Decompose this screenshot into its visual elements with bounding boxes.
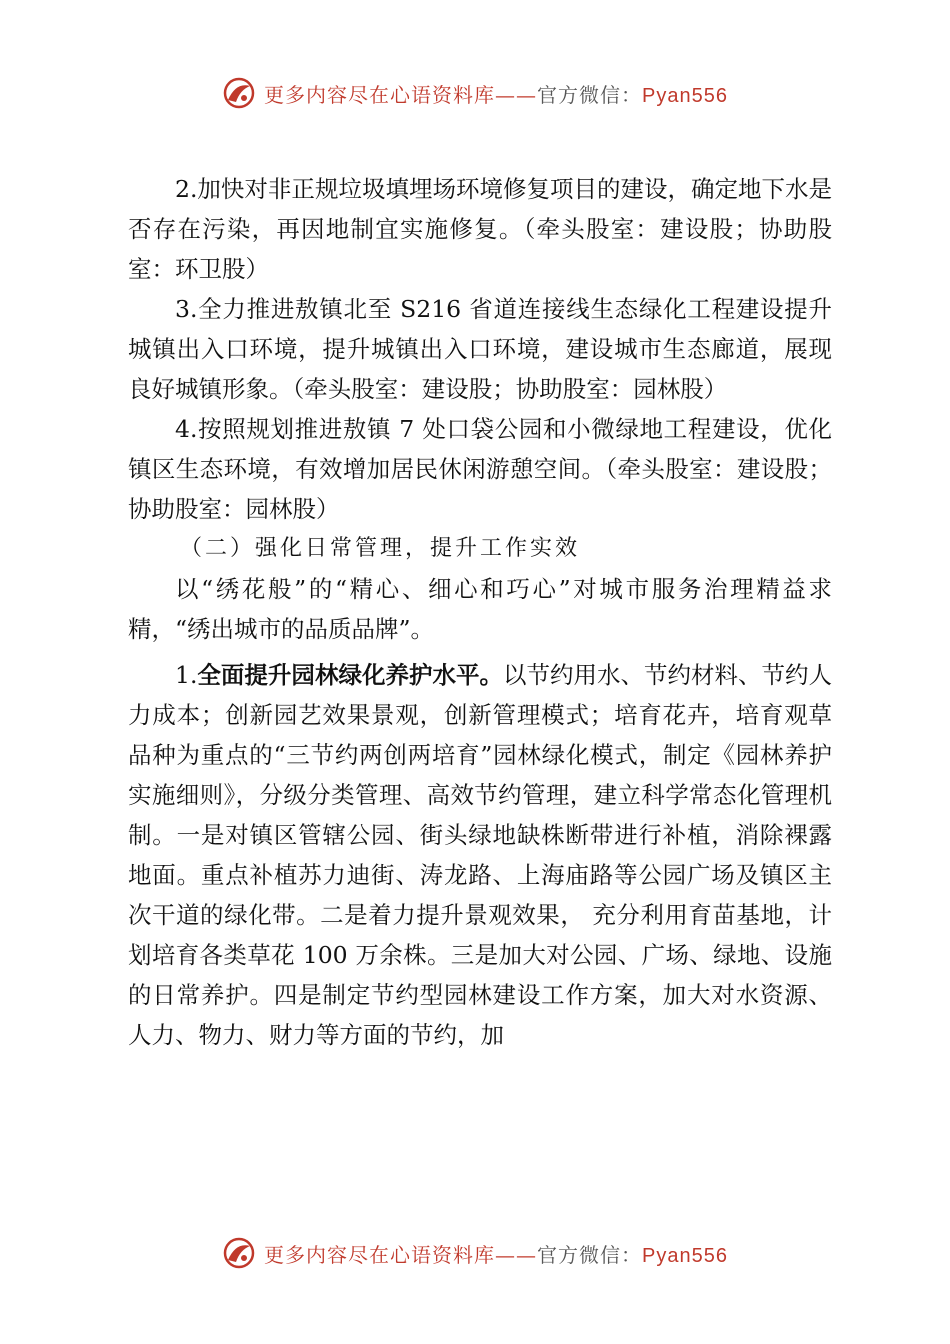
header-watermark: [0, 70, 950, 116]
document-body: [128, 169, 832, 1055]
section-heading: （二）强化日常管理，提升工作实效: [180, 536, 581, 561]
section-intro: 以“绣花般”的“精心、细心和巧心”对城市服务治理精益求精，“绣出城市的品质品牌”。: [128, 575, 832, 643]
item1-title: 全面提升园林绿化养护水平。: [197, 661, 503, 689]
paragraph-item-4: 4.按照规划推进敖镇 7 处口袋公园和小微绿地工程建设，优化镇区生态环境，有效增加居民休闲游憩空间。（牵头股室：建设股；协助股室：园林股）: [128, 415, 832, 523]
watermark-wechat-label: 官方微信：: [537, 1242, 643, 1267]
item1-number: 1.: [175, 661, 198, 689]
item1-body: 以节约用水、节约材料、节约人力成本；创新园艺效果景观，创新管理模式；培育花卉，培育观草品种为重点的“三节约两创两培育”园林绿化模式，制定《园林养护实施细则》，分级分类管理、高效节约管理，建立科学常态化管理机制。一是对镇区管辖公园、街头绿地缺株断带进行补植，消除裸露地面。重点补植苏力迪街、涛龙路、上海庙路等公园广场及镇区主次干道的绿化带。二是着力提升景观效果， 充分利用育苗基地，计划培育各类草花 100 万余株。三是加大对公园、广场、绿地、设施的日常养护。四是制定节约型园林建设工作方案，加大对水资源、人力、物力、财力等方面的节约，加: [128, 661, 833, 1049]
watermark-text: [264, 1239, 728, 1268]
footer-watermark: [0, 1230, 950, 1276]
paragraph-item-3: 3.全力推进敖镇北至 S216 省道连接线生态绿化工程建设提升城镇出入口环境，提升城镇出入口环境，建设城市生态廊道，展现良好城镇形象。（牵头股室：建设股；协助股室：园林股）: [128, 295, 832, 403]
watermark-site: 更多内容尽在心语资料库——: [264, 82, 538, 107]
paragraph-item-2: 2.加快对非正规垃圾填埋场环境修复项目的建设，确定地下水是否存在污染，再因地制宜实施修复。（牵头股室：建设股；协助股室：环卫股）: [128, 175, 832, 283]
watermark-wechat-id: Pyan556: [642, 1244, 728, 1267]
watermark-wechat-label: 官方微信：: [537, 82, 643, 107]
watermark-text: [264, 79, 728, 108]
watermark-site: 更多内容尽在心语资料库——: [264, 1242, 538, 1267]
watermark-wechat-id: Pyan556: [642, 84, 728, 107]
brand-logo-icon: [222, 76, 256, 110]
brand-logo-icon: [222, 1236, 256, 1270]
paragraph-item-1: [128, 655, 832, 1055]
